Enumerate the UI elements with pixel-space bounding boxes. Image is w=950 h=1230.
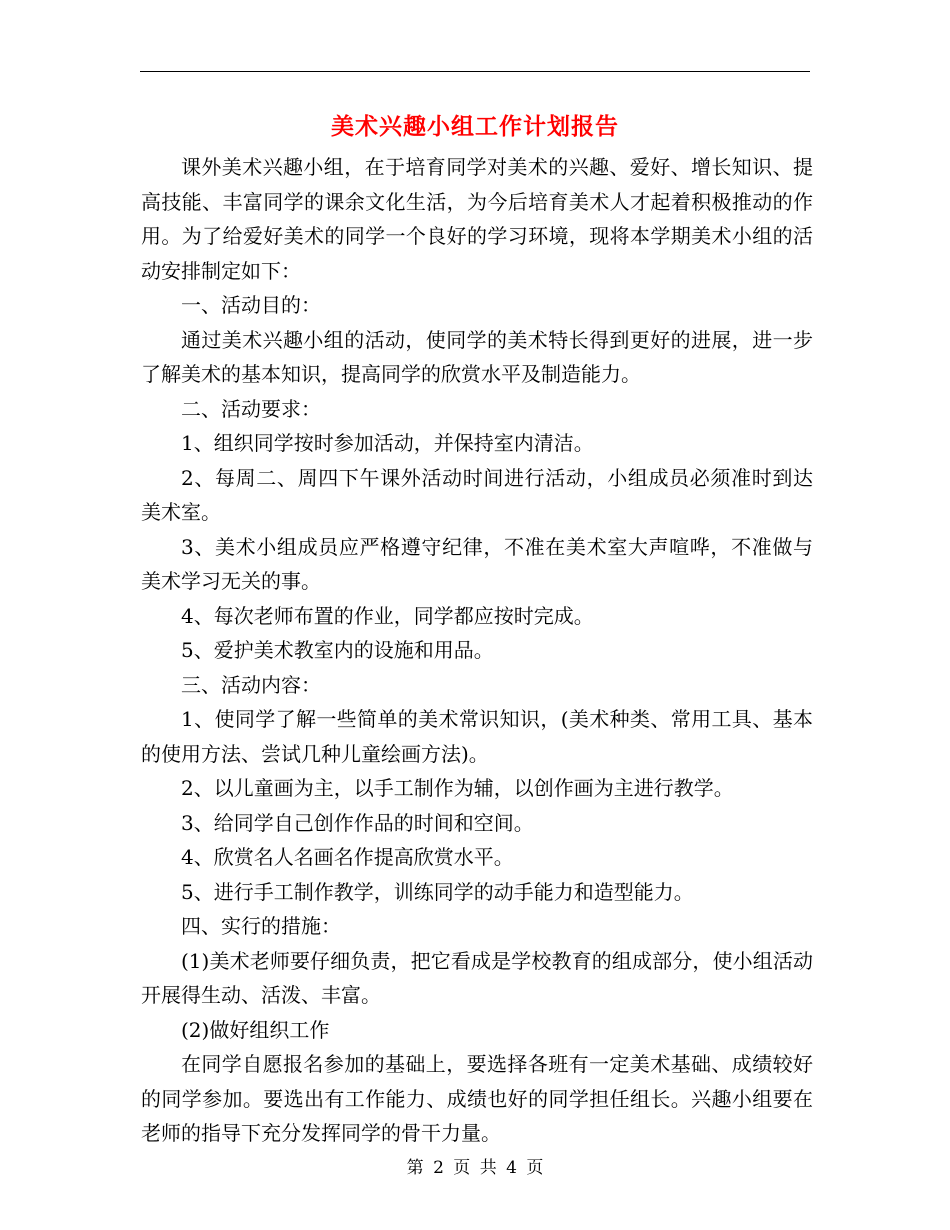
list-item-requirement-5: 5、爱护美术教室内的设施和用品。: [181, 638, 494, 662]
section-heading-purpose: 一、活动目的：: [181, 293, 321, 317]
list-item-measure-1: (1)美术老师要仔细负责，把它看成是学校教育的组成部分，使小组活动开展得生动、活泼、丰富。: [141, 948, 813, 1007]
paragraph-intro: 课外美术兴趣小组，在于培育同学对美术的兴趣、爱好、增长知识、提高技能、丰富同学的课余文化生活，为今后培育美术人才起着积极推动的作用。为了给爱好美术的同学一个良好的学习环境，现将本学期美术小组的活动安排制定如下：: [141, 155, 813, 283]
header-rule: [140, 71, 810, 72]
list-item-requirement-1: 1、组织同学按时参加活动，并保持室内清洁。: [181, 431, 594, 455]
paragraph-purpose: 通过美术兴趣小组的活动，使同学的美术特长得到更好的进展，进一步了解美术的基本知识，提高同学的欣赏水平及制造能力。: [141, 327, 813, 386]
section-heading-requirements: 二、活动要求：: [181, 396, 321, 421]
section-heading-measures: 四、实行的措施：: [181, 914, 341, 938]
list-item-content-1: 1、使同学了解一些简单的美术常识知识，(美术种类、常用工具、基本的使用方法、尝试几种儿童绘画方法)。: [141, 707, 813, 766]
list-item-measure-2: (2)做好组织工作: [181, 1017, 330, 1042]
list-item-requirement-2: 2、每周二、周四下午课外活动时间进行活动，小组成员必须准时到达美术室。: [141, 465, 813, 524]
list-item-content-5: 5、进行手工制作教学，训练同学的动手能力和造型能力。: [181, 879, 694, 904]
document-body: [141, 150, 813, 1151]
list-item-requirement-3: 3、美术小组成员应严格遵守纪律，不准在美术室大声喧哗，不准做与美术学习无关的事。: [141, 534, 813, 593]
document-title: 美术兴趣小组工作计划报告: [331, 113, 619, 140]
page-number: 第 2 页 共 4 页: [406, 1158, 544, 1178]
paragraph-organization: 在同学自愿报名参加的基础上，要选择各班有一定美术基础、成绩较好的同学参加。要选出有工作能力、成绩也好的同学担任组长。兴趣小组要在老师的指导下充分发挥同学的骨干力量。: [141, 1052, 813, 1145]
list-item-content-4: 4、欣赏名人名画名作提高欣赏水平。: [181, 845, 514, 869]
section-heading-content: 三、活动内容：: [181, 672, 321, 697]
list-item-requirement-4: 4、每次老师布置的作业，同学都应按时完成。: [181, 603, 594, 628]
list-item-content-2: 2、以儿童画为主，以手工制作为辅，以创作画为主进行教学。: [181, 776, 734, 800]
list-item-content-3: 3、给同学自己创作作品的时间和空间。: [181, 810, 534, 835]
